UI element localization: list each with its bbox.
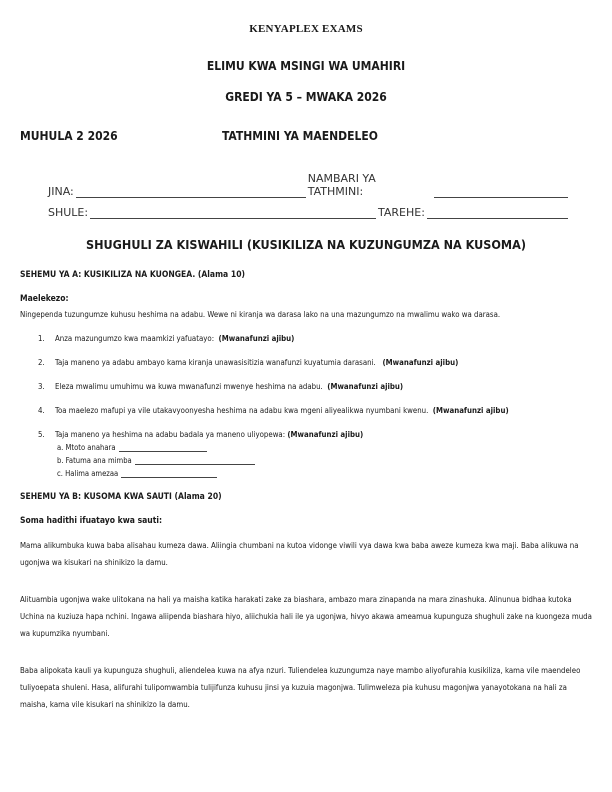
- school-row: [48, 206, 570, 219]
- term-label: MUHULA 2 2026: [20, 129, 118, 143]
- answer-line-c[interactable]: [121, 469, 217, 478]
- question-5: 5. Taja maneno ya heshima na adabu badala ya maneno uliyopewa: (Mwanafunzi ajibu): [38, 430, 364, 439]
- brand-name: KENYAPLEX EXAMS: [249, 23, 363, 35]
- name-row: [48, 172, 570, 198]
- question-3: 3. Eleza mwalimu umuhimu wa kuwa mwanafunzi mwenye heshima na adabu. (Mwanafunzi ajibu): [38, 382, 404, 391]
- answer-line-b[interactable]: [135, 456, 255, 465]
- question-2: 2. Taja maneno ya adabu ambayo kama kiranja unawasisitizia wanafunzi kuyatumia darasani. (Mwanafunzi ajibu): [38, 358, 459, 367]
- sub-item-b: b. Fatuma ana mimba: [57, 456, 255, 465]
- instructions-label: Maelekezo:: [20, 294, 69, 304]
- exam-title: ELIMU KWA MSINGI WA UMAHIRI: [206, 59, 406, 73]
- instructions-text: Ningependa tuzungumze kuhusu heshima na adabu. Wewe ni kiranja wa darasa lako na una mazungumzo na mwalimu wako wa darasa.: [20, 310, 501, 319]
- story-paragraph-2: Alituambia ugonjwa wake ulitokana na hali ya maisha katika harakati zake za biashara, ambazo mara zinapanda na mara zinashuka. Alinunua bidhaa kutoka Uchina na kuziuza hapa nchini. Ingawa aliipenda biashara hiyo, aliichukia hali ile ya ugonjwa, hivyo akawa ameamua kupunguza shughuli zake na kuongeza muda wa kupumzika nyumbani.: [20, 595, 592, 638]
- grade-year: GREDI YA 5 – MWAKA 2026: [225, 90, 387, 104]
- subject-title: SHUGHULI ZA KISWAHILI (KUSIKILIZA NA KUZUNGUMZA NA KUSOMA): [86, 237, 526, 252]
- section-b-heading: SEHEMU YA B: KUSOMA KWA SAUTI (Alama 20): [20, 492, 222, 502]
- name-input[interactable]: [76, 186, 306, 198]
- sub-item-a: a. Mtoto anahara: [57, 443, 207, 452]
- reading-instruction: Soma hadithi ifuatayo kwa sauti:: [20, 516, 163, 526]
- question-4: 4. Toa maelezo mafupi ya vile utakavyoonyesha heshima na adabu kwa mgeni aliyealikwa nyumbani kwenu. (Mwanafunzi ajibu): [38, 406, 509, 415]
- school-input[interactable]: [90, 207, 376, 219]
- date-label: TAREHE:: [377, 206, 425, 219]
- story-paragraph-1: Mama alikumbuka kuwa baba alisahau kumeza dawa. Aliingia chumbani na kutoa vidonge viwili vya dawa kwa baba aweze kumeza kwa maji. Baba alikuwa na ugonjwa wa kisukari na shinikizo la damu.: [20, 541, 579, 567]
- section-a-heading: SEHEMU YA A: KUSIKILIZA NA KUONGEA. (Alama 10): [20, 270, 246, 280]
- date-input[interactable]: [427, 207, 568, 219]
- assessment-label: TATHMINI YA MAENDELEO: [222, 129, 378, 143]
- answer-line-a[interactable]: [119, 443, 207, 452]
- sub-item-c: c. Halima amezaa: [57, 469, 217, 478]
- number-label: NAMBARI YA TATHMINI:: [307, 172, 376, 198]
- question-1: 1. Anza mazungumzo kwa maamkizi yafuatayo: (Mwanafunzi ajibu): [38, 334, 295, 343]
- school-label: SHULE:: [48, 206, 89, 219]
- name-label: JINA:: [48, 185, 74, 198]
- story-paragraph-3: Baba alipokata kauli ya kupunguza shughuli, aliendelea kuwa na afya nzuri. Tuliendelea kuzungumza naye mambo aliyofurahia kusikiliza, kama vile maendeleo tuliyoepata shuleni. Hasa, alifurahi tulipomwambia tulijifunza kuhusu jinsi ya kuzuia magonjwa. Tulimweleza pia kuhusu magonjwa yanayotokana na hali za maisha, kama vile kisukari na shinikizo la damu.: [20, 666, 581, 709]
- number-input[interactable]: [434, 186, 568, 198]
